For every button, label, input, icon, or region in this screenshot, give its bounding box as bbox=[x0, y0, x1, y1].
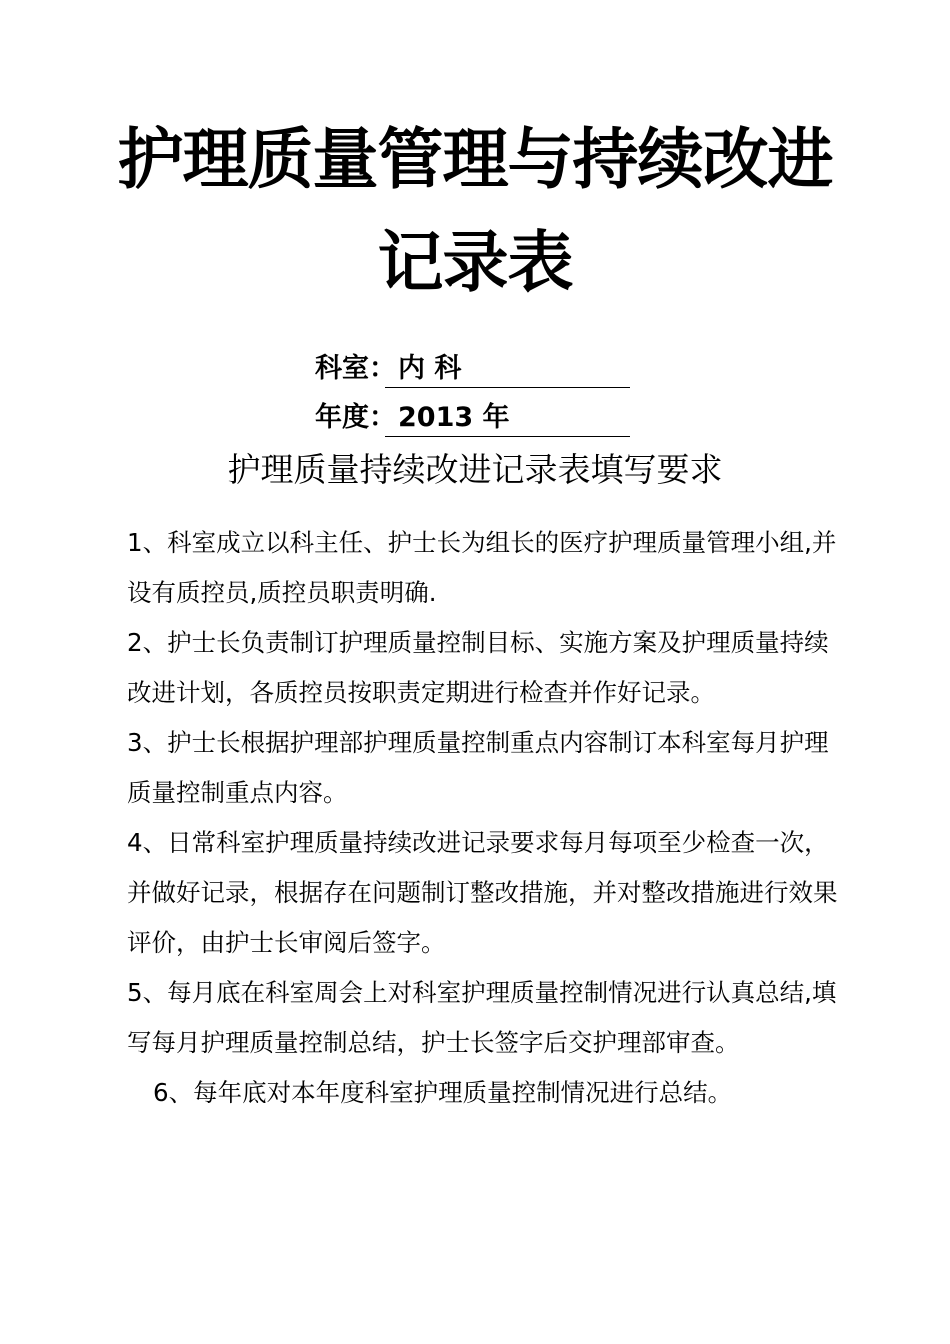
document-title-line-2: 记录表 bbox=[377, 224, 573, 301]
year-value: 2013 年 bbox=[398, 402, 510, 433]
requirement-item-4: 4、日常科室护理质量持续改进记录要求每月每项至少检查一次，并做好记录，根据存在问题制订整改措施，并对整改措施进行效果评价，由护士长审阅后签字。 bbox=[127, 828, 838, 957]
requirement-item-1: 1、科室成立以科主任、护士长为组长的医疗护理质量管理小组,并设有质控员,质控员职责明确. bbox=[127, 528, 837, 607]
year-label: 年度： bbox=[315, 402, 396, 433]
requirement-item-3: 3、护士长根据护理部护理质量控制重点内容制订本科室每月护理质量控制重点内容。 bbox=[127, 728, 829, 807]
department-underline bbox=[385, 387, 630, 388]
requirement-item-6: 6、每年底对本年度科室护理质量控制情况进行总结。 bbox=[153, 1078, 733, 1107]
department-label: 科室： bbox=[315, 353, 396, 384]
year-field bbox=[315, 398, 510, 438]
requirements-list bbox=[127, 518, 847, 1118]
requirement-item-2: 2、护士长负责制订护理质量控制目标、实施方案及护理质量持续改进计划，各质控员按职责定期进行检查并作好记录。 bbox=[127, 628, 829, 707]
department-field bbox=[315, 349, 461, 389]
year-underline bbox=[385, 436, 630, 437]
department-value: 内 科 bbox=[398, 353, 462, 384]
section-subtitle: 护理质量持续改进记录表填写要求 bbox=[227, 450, 723, 489]
requirement-item-5: 5、每月底在科室周会上对科室护理质量控制情况进行认真总结,填写每月护理质量控制总结，护士长签字后交护理部审查。 bbox=[127, 978, 837, 1057]
document-title-line-1: 护理质量管理与持续改进 bbox=[117, 121, 833, 198]
